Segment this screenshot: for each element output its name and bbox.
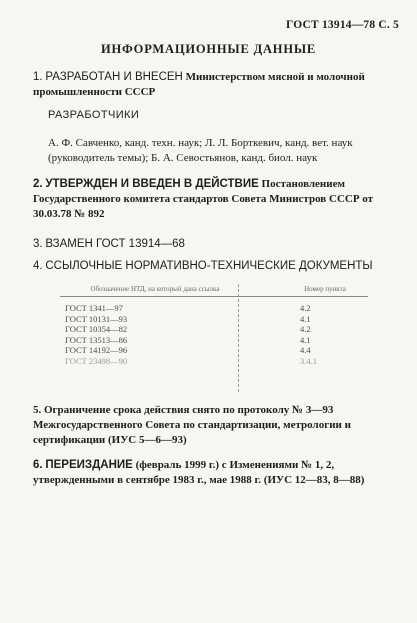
- table-cell-item: 3.4.1: [300, 355, 317, 366]
- section-3-number: 3.: [33, 238, 43, 250]
- table-header: [60, 284, 368, 297]
- section-6: [33, 458, 399, 488]
- table-cell-item: 4.2: [300, 324, 311, 334]
- table-row: [60, 356, 368, 367]
- section-6-text: (февраль 1999 г.) с Изменениями № 1, 2, утвержденными в сентябре 1983 г., мае 1988 г. (ИУС 12—83, 8—88): [33, 459, 365, 486]
- section-2-text: Постановлением Государственного комитета стандартов Совета Министров СССР от 30.03.78 № 892: [33, 178, 374, 220]
- section-1-heading: РАЗРАБОТАН И ВНЕСЕН: [45, 71, 183, 83]
- table-row: [60, 335, 368, 346]
- section-5: [33, 403, 399, 448]
- section-6-number: 6.: [33, 459, 43, 471]
- table-cell-item: 4.1: [300, 313, 311, 324]
- table-cell-doc: ГОСТ 13513—86: [65, 334, 128, 345]
- table-cell-doc: ГОСТ 10354—82: [65, 324, 128, 334]
- section-5-text: Ограничение срока действия снято по протоколу № 3—93 Межгосударственного Совета по стандартизации, метрологии и сертификации (ИУС 5—6—93): [33, 404, 351, 446]
- section-2-number: 2.: [33, 178, 43, 190]
- section-2-heading: УТВЕРЖДЕН И ВВЕДЕН В ДЕЙСТВИЕ: [45, 178, 259, 190]
- section-4-heading: ССЫЛОЧНЫЕ НОРМАТИВНО-ТЕХНИЧЕСКИЕ ДОКУМЕНТЫ: [45, 260, 373, 272]
- table-row: [60, 324, 368, 335]
- table-row: [60, 303, 368, 314]
- section-6-heading: ПЕРЕИЗДАНИЕ: [45, 459, 133, 471]
- section-5-number: 5.: [33, 404, 42, 416]
- table-cell-doc: ГОСТ 14192—96: [65, 345, 128, 355]
- developers-text: А. Ф. Савченко, канд. техн. наук; Л. Л. Борткевич, канд. вет. наук (руководитель темы); Б. А. Севостьянов, канд. биол. наук: [48, 137, 353, 164]
- page-header-code: ГОСТ 13914—78 С. 5: [286, 19, 399, 31]
- section-4: [33, 259, 399, 274]
- table-row: [60, 345, 368, 356]
- section-4-number: 4.: [33, 260, 43, 272]
- section-1: [33, 70, 399, 100]
- table-cell-doc: ГОСТ 10131—93: [65, 313, 128, 324]
- section-1-number: 1.: [33, 71, 43, 83]
- table-header-doc: Обозначение НТД, на который дана ссылка: [90, 285, 220, 293]
- table-cell-item: 4.4: [300, 345, 311, 355]
- reference-table: [60, 284, 368, 366]
- table-row: [60, 314, 368, 325]
- table-cell-item: 4.2: [300, 303, 311, 313]
- section-1-text: Министерством мясной и молочной промышленности СССР: [33, 71, 365, 98]
- section-3-heading: ВЗАМЕН ГОСТ 13914—68: [45, 238, 185, 250]
- section-2: [33, 177, 399, 222]
- developers-heading: РАЗРАБОТЧИКИ: [48, 109, 140, 121]
- table-cell-doc: ГОСТ 1341—97: [65, 303, 123, 313]
- table-header-item: Номер пункта: [304, 285, 346, 293]
- page-title: ИНФОРМАЦИОННЫЕ ДАННЫЕ: [100, 42, 317, 56]
- table-cell-item: 4.1: [300, 334, 311, 345]
- section-3: [33, 237, 399, 252]
- table-cell-doc: ГОСТ 23498—90: [65, 355, 128, 366]
